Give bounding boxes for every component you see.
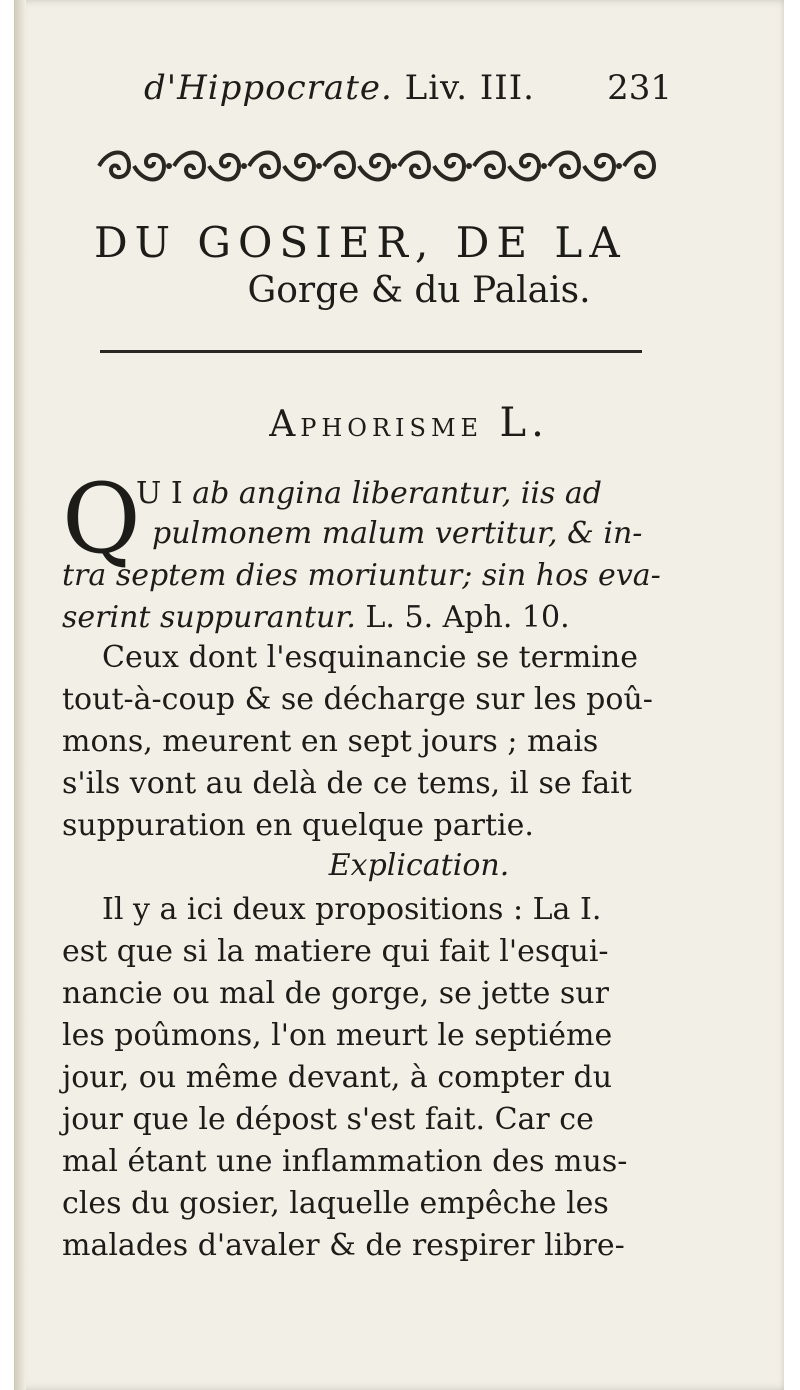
aphorism-number: L. bbox=[499, 400, 549, 446]
page-gutter-shadow bbox=[14, 0, 26, 1390]
latin-line: serint suppurantur. L. 5. Aph. 10. bbox=[62, 600, 570, 635]
aphorism-heading-initial: A bbox=[269, 404, 301, 445]
page-number: 231 bbox=[607, 68, 672, 108]
chapter-title: DU GOSIER, DE LA bbox=[94, 218, 627, 267]
explication-heading: Explication. bbox=[328, 848, 510, 883]
french-line: suppuration en quelque partie. bbox=[62, 808, 534, 843]
running-head-author: d'Hippocrate. bbox=[144, 68, 393, 108]
aphorism-heading bbox=[14, 400, 784, 446]
aphorism-heading-word: PHORISME bbox=[300, 414, 484, 442]
section-rule bbox=[100, 350, 642, 353]
latin-line: tra septem dies moriuntur; sin hos eva- bbox=[62, 558, 661, 593]
explication-line: cles du gosier, laquelle empêche les bbox=[62, 1186, 609, 1221]
explication-line: les poûmons, l'on meurt le septiéme bbox=[62, 1018, 613, 1053]
latin-line: U I ab angina liberantur, iis ad bbox=[136, 476, 602, 511]
page-header bbox=[14, 68, 784, 118]
french-line: tout-à-coup & se décharge sur les poû- bbox=[62, 682, 653, 717]
explication-line: est que si la matiere qui fait l'esqui- bbox=[62, 934, 609, 969]
chapter-subtitle: Gorge & du Palais. bbox=[247, 270, 591, 311]
french-line: mons, meurent en sept jours ; mais bbox=[62, 724, 599, 759]
latin-reference: L. 5. Aph. 10. bbox=[355, 600, 570, 635]
explication-line: jour que le dépost s'est fait. Car ce bbox=[62, 1102, 594, 1137]
explication-line: nancie ou mal de gorge, se jette sur bbox=[62, 976, 609, 1011]
running-head bbox=[144, 68, 535, 108]
drop-cap: Q bbox=[62, 463, 141, 575]
explication-line: Il y a ici deux propositions : La I. bbox=[102, 892, 602, 927]
running-head-book: Liv. III. bbox=[404, 68, 535, 108]
french-line: Ceux dont l'esquinancie se termine bbox=[102, 640, 638, 675]
book-page bbox=[14, 0, 784, 1390]
explication-line: jour, ou même devant, à compter du bbox=[62, 1060, 613, 1095]
french-line: s'ils vont au delà de ce tems, il se fait bbox=[62, 766, 632, 801]
explication-line: malades d'avaler & de respirer libre- bbox=[62, 1228, 625, 1263]
decorative-ornament-band bbox=[94, 140, 674, 192]
explication-line: mal étant une inflammation des mus- bbox=[62, 1144, 628, 1179]
latin-line: pulmonem malum vertitur, & in- bbox=[152, 516, 643, 551]
